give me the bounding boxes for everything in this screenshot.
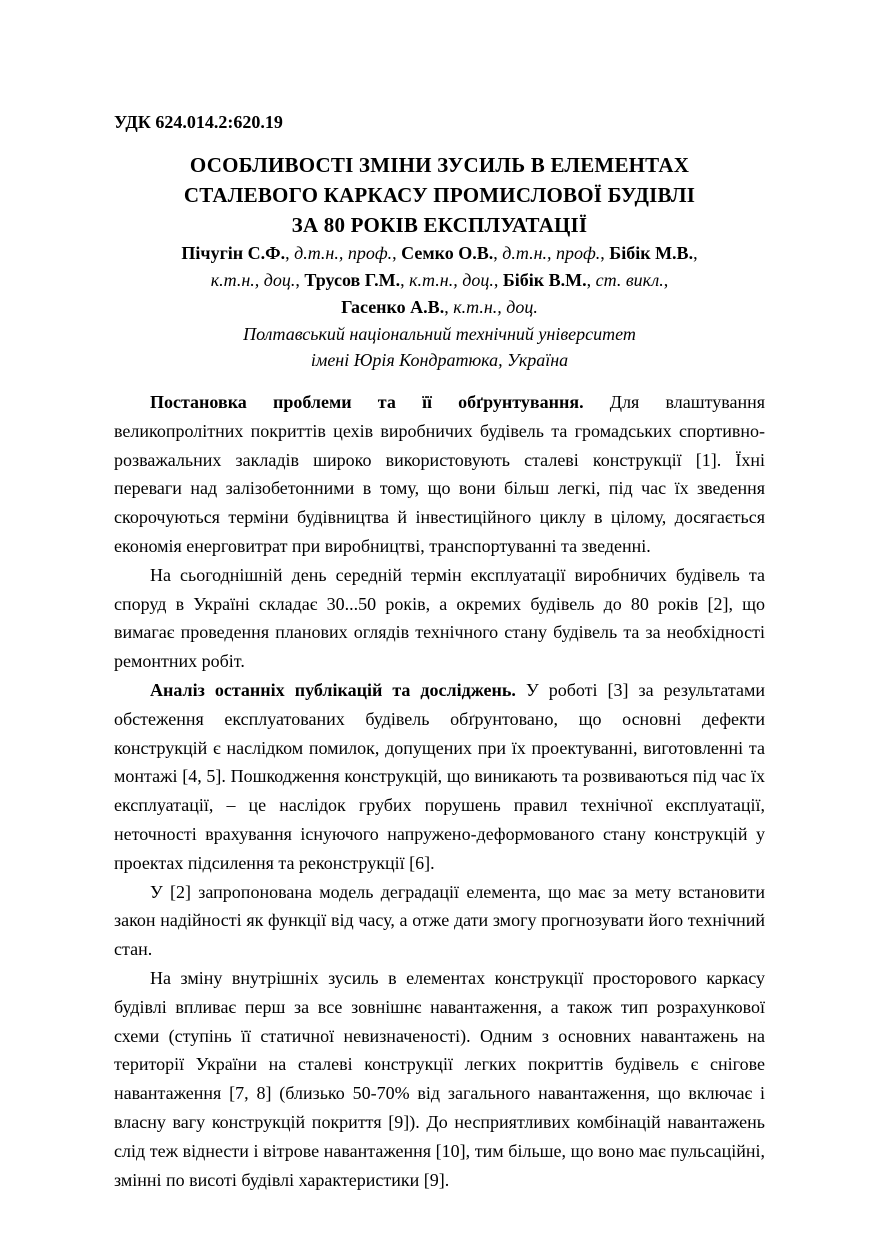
author-segment: д.т.н., проф. <box>502 243 601 263</box>
affiliation-line-1: Полтавський національний технічний університет <box>243 324 636 344</box>
author-segment: Гасенко А.В. <box>341 297 445 317</box>
paragraph-text: У роботі [3] за результатами обстеження експлуатованих будівель обґрунтовано, що основні дефекти конструкцій є наслідком помилок, допущених при їх проектуванні, виготовленні та монтажі [4, 5]. Пошкодження конструкцій, що виникають та розвиваються під час їх експлуатації, – це наслідок грубих порушень правил технічної експлуатації, неточності врахування існуючого напружено-деформованого стану конструкцій у проектах підсилення та реконструкції [6]. <box>114 679 766 873</box>
author-segment: к.т.н., доц. <box>409 270 494 290</box>
author-segment: , <box>493 243 503 263</box>
article-title <box>114 150 765 240</box>
udc-code: УДК 624.014.2:620.19 <box>114 112 283 132</box>
paragraph-text: У [2] запропонована модель деградації елемента, що має за мету встановити закон надійності як функції від часу, а отже дати змогу прогнозувати його технічний стан. <box>114 881 765 960</box>
author-segment: , <box>400 270 410 290</box>
author-segment: Бібік М.В. <box>609 243 694 263</box>
title-line-1: ОСОБЛИВОСТІ ЗМІНИ ЗУСИЛЬ В ЕЛЕМЕНТАХ <box>189 153 690 177</box>
author-segment: , <box>295 270 305 290</box>
author-segment: Пічугін С.Ф. <box>181 243 286 263</box>
author-segment: ст. викл. <box>595 270 664 290</box>
author-segment: к.т.н., доц. <box>453 297 538 317</box>
paragraph <box>114 561 765 676</box>
paragraph <box>114 964 765 1194</box>
author-segment: Бібік В.М. <box>502 270 587 290</box>
author-segment: , <box>663 270 669 290</box>
author-segment: , <box>600 243 610 263</box>
paragraph-text: На сьогоднішній день середній термін експлуатації виробничих будівель та споруд в Україні складає 30...50 років, а окремих будівель до 80 років [2], що вимагає проведення планових оглядів технічного стану будівель та за необхідності ремонтних робіт. <box>114 564 765 672</box>
paragraph <box>114 676 765 878</box>
title-line-2: СТАЛЕВОГО КАРКАСУ ПРОМИСЛОВОЇ БУДІВЛІ <box>183 183 696 207</box>
author-segment: , <box>493 270 503 290</box>
author-segment: , <box>285 243 295 263</box>
paragraph-text: Для влаштування великопролітних покриттів цехів виробничих будівель та громадських спортивно-розважальних закладів широко використовують сталеві конструкції [1]. Їхні переваги над залізобетонними в тому, що вони більш легкі, під час їх зведення скорочуються терміни будівництва й інвестиційного циклу в цілому, досягається економія енерговитрат при виробництві, транспортуванні та зведенні. <box>114 392 766 556</box>
affiliation-line-2: імені Юрія Кондратюка, Україна <box>310 350 569 370</box>
title-line-3: ЗА 80 РОКІВ ЕКСПЛУАТАЦІЇ <box>291 213 588 237</box>
author-segment: Семко О.В. <box>401 243 494 263</box>
paragraph-text: На зміну внутрішніх зусиль в елементах конструкції просторового каркасу будівлі впливає перш за все зовнішнє навантаження, а також тип розрахункової схеми (ступінь її статичної невизначеності). Одним з основних навантажень на території України на сталеві конструкції легких покриттів будівель є снігове навантаження [7, 8] (близько 50-70% від загального навантаження, що включає і власну вагу конструкцій покриття [9]). До несприятливих комбінацій навантажень слід теж віднести і вітрове навантаження [10], тим більше, що воно має пульсаційні, змінні по висоті будівлі характеристики [9]. <box>114 967 765 1190</box>
author-segment: д.т.н., проф. <box>294 243 393 263</box>
author-segment: к.т.н., доц. <box>210 270 296 290</box>
author-segment: , <box>392 243 402 263</box>
authors-line <box>114 294 765 321</box>
author-segment: , <box>693 243 698 263</box>
article-body <box>114 388 765 1194</box>
author-segment: , <box>444 297 454 317</box>
paragraph <box>114 388 765 561</box>
authors-block <box>114 240 765 321</box>
authors-line <box>114 267 765 294</box>
paragraph-lead: Аналіз останніх публікацій та досліджень. <box>150 679 516 700</box>
authors-line <box>114 240 765 267</box>
paragraph-lead: Постановка проблеми та її обґрунтування. <box>150 392 584 412</box>
author-segment: , <box>586 270 596 290</box>
paragraph <box>114 878 765 964</box>
author-segment: Трусов Г.М. <box>304 270 401 290</box>
affiliation-block <box>114 321 765 373</box>
